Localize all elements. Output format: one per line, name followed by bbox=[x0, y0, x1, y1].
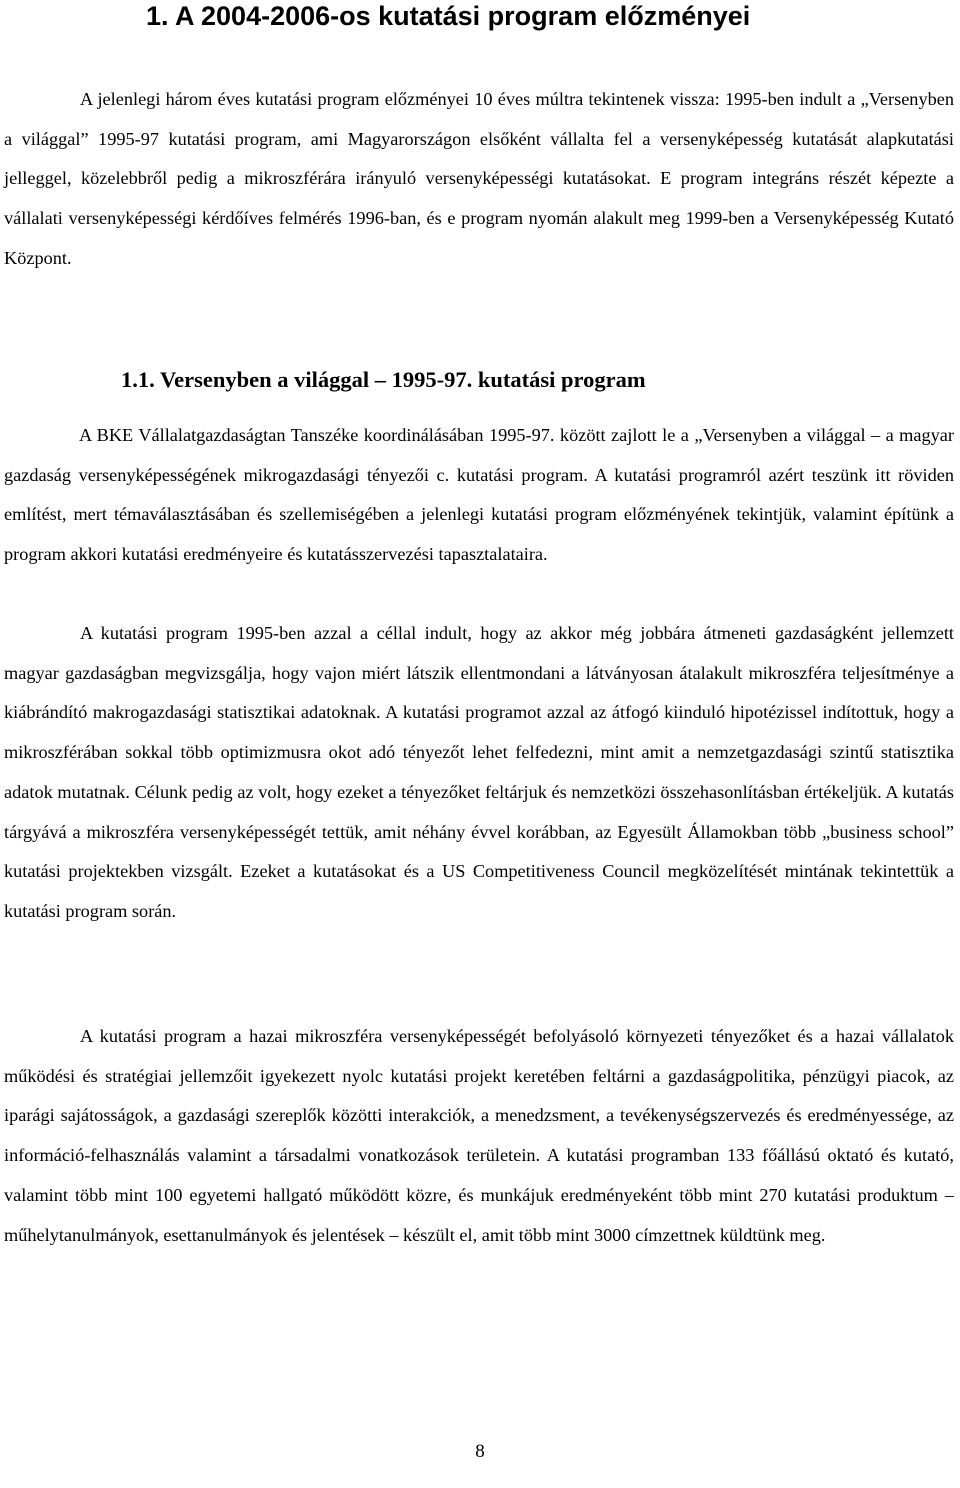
goals-paragraph: A kutatási program 1995-ben azzal a céllal indult, hogy az akkor még jobbára átmeneti gazdaságként jellemzett magyar gazdaságban megvizsgálja, hogy vajon miért látszik ellentmondani a látványosan átalakult mikroszféra teljesítménye a kiábrándító makrogazdasági statisztikai adatoknak. A kutatási programot azzal az átfogó kiinduló hipotézissel indítottuk, hogy a mikroszférában sokkal több optimizmusra okot adó tényezőt lehet felfedezni, mint amit a nemzetgazdasági szintű statisztika adatok mutatnak. Célunk pedig az volt, hogy ezeket a tényezőket feltárjuk és nemzetközi összehasonlításban értékeljük. A kutatás tárgyává a mikroszféra versenyképességét tettük, amit néhány évvel korábban, az Egyesült Államokban több „business school” kutatási projektekben vizsgált. Ezeket a kutatásokat és a US Competitiveness Council megközelítését mintának tekintettük a kutatási program során. bbox=[4, 623, 954, 921]
page-number: 8 bbox=[475, 1441, 485, 1462]
results-paragraph: A kutatási program a hazai mikroszféra versenyképességét befolyásoló környezeti tényezőket és a hazai vállalatok működési és stratégiai jellemzőit igyekezett nyolc kutatási projekt keretében feltárni a gazdaságpolitika, pénzügyi piacok, az iparági sajátosságok, a gazdasági szereplők közötti interakciók, a menedzsment, a tevékenységszervezés és eredményessége, az információ-felhasználás valamint a társadalmi vonatkozások területein. A kutatási programban 133 főállású oktató és kutató, valamint több mint 100 egyetemi hallgató működött közre, és munkájuk eredményeként több mint 270 kutatási produktum – műhelytanulmányok, esettanulmányok és jelentések – készült el, amit több mint 3000 címzettnek küldtünk meg. bbox=[4, 1026, 954, 1245]
section-title: 1.1. Versenyben a világgal – 1995-97. kutatási program bbox=[121, 367, 646, 392]
intro-paragraph: A jelenlegi három éves kutatási program előzményei 10 éves múltra tekintenek vissza: 1995-ben indult a „Versenyben a világgal” 1995-97 kutatási program, ami Magyarországon elsőként vállalta fel a versenyképesség kutatását alapkutatási jelleggel, közelebbről pedig a mikroszférára irányuló versenyképességi kutatásokat. E program integráns részét képezte a vállalati versenyképességi kérdőíves felmérés 1996-ban, és e program nyomán alakult meg 1999-ben a Versenyképesség Kutató Központ. bbox=[4, 89, 954, 268]
section-intro-paragraph: A BKE Vállalatgazdaságtan Tanszéke koordinálásában 1995-97. között zajlott le a „Versenyben a világgal – a magyar gazdaság versenyképességének mikrogazdasági tényezői c. kutatási program. A kutatási programról azért teszünk itt röviden említést, mert témaválasztásában és szellemiségében a jelenlegi kutatási program előzményének tekintjük, valamint építünk a program akkori kutatási eredményeire és kutatásszervezési tapasztalataira. bbox=[4, 425, 954, 565]
chapter-title: 1. A 2004-2006-os kutatási program előzményei bbox=[146, 1, 751, 31]
